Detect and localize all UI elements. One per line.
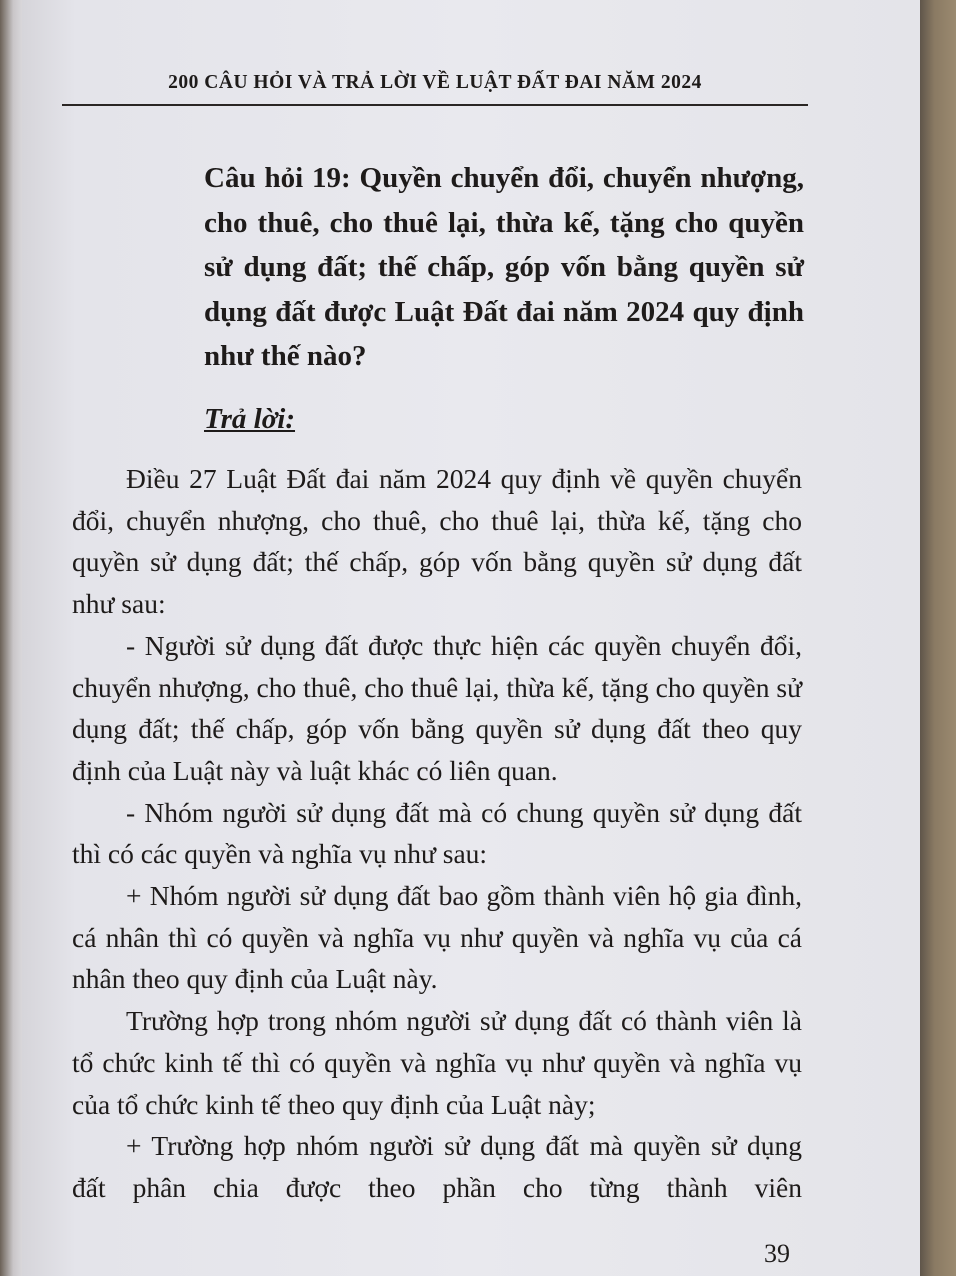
- paragraph: + Trường hợp nhóm người sử dụng đất mà quyền sử dụng đất phân chia được theo phần cho từng thành viên: [72, 1130, 802, 1203]
- header-rule: [62, 104, 808, 106]
- page-number: 39: [764, 1239, 790, 1268]
- question-heading: Câu hỏi 19: Quyền chuyển đổi, chuyển nhượng, cho thuê, cho thuê lại, thừa kế, tặng cho quyền sử dụng đất; thế chấp, góp vốn bằng quyền sử dụng đất được Luật Đất đai năm 2024 quy định như thế nào?: [204, 162, 804, 372]
- paragraph: - Nhóm người sử dụng đất mà có chung quyền sử dụng đất thì có các quyền và nghĩa vụ như sau:: [72, 796, 802, 870]
- paragraph: + Nhóm người sử dụng đất bao gồm thành viên hộ gia đình, cá nhân thì có quyền và nghĩa vụ như quyền và nghĩa vụ của cá nhân theo quy định của Luật này.: [72, 880, 802, 995]
- running-header: 200 CÂU HỎI VÀ TRẢ LỜI VỀ LUẬT ĐẤT ĐAI NĂM 2024: [168, 72, 702, 93]
- paragraph: Điều 27 Luật Đất đai năm 2024 quy định về quyền chuyển đổi, chuyển nhượng, cho thuê, cho thuê lại, thừa kế, tặng cho quyền sử dụng đất; thế chấp, góp vốn bằng quyền sử dụng đất như sau:: [72, 463, 802, 620]
- book-edge-right: [920, 0, 956, 1276]
- book-gutter-left: [0, 0, 22, 1276]
- answer-label: Trả lời:: [204, 403, 296, 435]
- paragraph: - Người sử dụng đất được thực hiện các quyền chuyển đổi, chuyển nhượng, cho thuê, cho thuê lại, thừa kế, tặng cho quyền sử dụng đất; thế chấp, góp vốn bằng quyền sử dụng đất theo quy định của Luật này và luật khác có liên quan.: [72, 629, 802, 786]
- paragraph: Trường hợp trong nhóm người sử dụng đất có thành viên là tổ chức kinh tế thì có quyền và nghĩa vụ như quyền và nghĩa vụ của tổ chức kinh tế theo quy định của Luật này;: [72, 1005, 802, 1120]
- answer-body: [72, 458, 802, 1209]
